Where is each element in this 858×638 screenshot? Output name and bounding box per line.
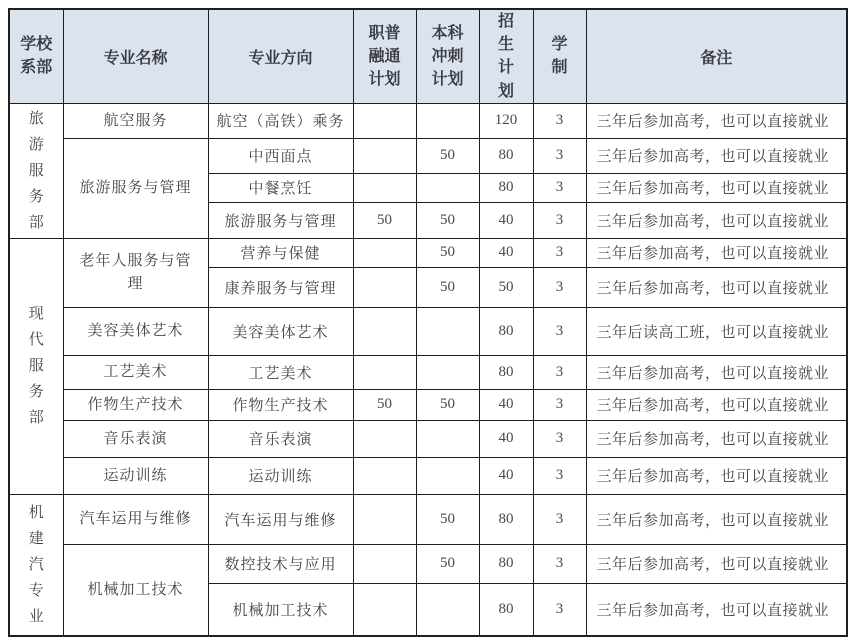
enrollment-cell: 40 [479, 420, 533, 457]
table-row [9, 355, 847, 389]
years-cell: 3 [533, 420, 586, 457]
undergrad-plan-cell [416, 307, 479, 355]
undergrad-plan-cell: 50 [416, 238, 479, 267]
remark-cell: 三年后参加高考，也可以直接就业 [586, 202, 847, 238]
years-cell: 3 [533, 389, 586, 420]
undergrad-plan-cell [416, 355, 479, 389]
vocational-plan-cell: 50 [353, 389, 416, 420]
undergrad-plan-cell: 50 [416, 138, 479, 173]
years-cell: 3 [533, 494, 586, 544]
vocational-plan-cell [353, 355, 416, 389]
direction-cell: 康养服务与管理 [208, 267, 353, 307]
vocational-plan-cell [353, 138, 416, 173]
header-row [9, 9, 847, 103]
table-row [9, 138, 847, 173]
dept-cell-modern-services: 现代服务部 [9, 238, 63, 494]
table-row [9, 544, 847, 583]
vocational-plan-cell [353, 307, 416, 355]
undergrad-plan-cell [416, 457, 479, 494]
header-vocational-general-plan: 职普融通计划 [353, 9, 416, 103]
remark-cell: 三年后读高工班，也可以直接就业 [586, 307, 847, 355]
major-cell: 工艺美术 [63, 355, 208, 389]
major-cell: 美容美体艺术 [63, 307, 208, 355]
header-remarks: 备注 [586, 9, 847, 103]
remark-cell: 三年后参加高考，也可以直接就业 [586, 103, 847, 138]
undergrad-plan-cell: 50 [416, 494, 479, 544]
direction-cell: 音乐表演 [208, 420, 353, 457]
vocational-plan-cell [353, 173, 416, 202]
direction-cell: 航空（高铁）乘务 [208, 103, 353, 138]
table-row [9, 389, 847, 420]
remark-cell: 三年后参加高考，也可以直接就业 [586, 267, 847, 307]
vocational-plan-cell [353, 103, 416, 138]
undergrad-plan-cell: 50 [416, 267, 479, 307]
years-cell: 3 [533, 173, 586, 202]
header-schooling-years: 学制 [533, 9, 586, 103]
vocational-plan-cell [353, 494, 416, 544]
header-enrollment-plan: 招生计划 [479, 9, 533, 103]
enrollment-cell: 80 [479, 544, 533, 583]
years-cell: 3 [533, 307, 586, 355]
direction-cell: 旅游服务与管理 [208, 202, 353, 238]
table-row [9, 494, 847, 544]
direction-cell: 中西面点 [208, 138, 353, 173]
remark-cell: 三年后参加高考，也可以直接就业 [586, 138, 847, 173]
vocational-plan-cell [353, 238, 416, 267]
years-cell: 3 [533, 267, 586, 307]
major-cell: 运动训练 [63, 457, 208, 494]
header-major-name: 专业名称 [63, 9, 208, 103]
major-cell: 作物生产技术 [63, 389, 208, 420]
remark-cell: 三年后参加高考，也可以直接就业 [586, 173, 847, 202]
remark-cell: 三年后参加高考，也可以直接就业 [586, 457, 847, 494]
vocational-plan-cell [353, 267, 416, 307]
years-cell: 3 [533, 457, 586, 494]
years-cell: 3 [533, 583, 586, 636]
undergrad-plan-cell: 50 [416, 544, 479, 583]
direction-cell: 营养与保健 [208, 238, 353, 267]
direction-cell: 中餐烹饪 [208, 173, 353, 202]
direction-cell: 机械加工技术 [208, 583, 353, 636]
undergrad-plan-cell: 50 [416, 389, 479, 420]
years-cell: 3 [533, 202, 586, 238]
years-cell: 3 [533, 355, 586, 389]
enrollment-cell: 80 [479, 583, 533, 636]
vocational-plan-cell [353, 544, 416, 583]
remark-cell: 三年后参加高考，也可以直接就业 [586, 420, 847, 457]
direction-cell: 作物生产技术 [208, 389, 353, 420]
table-row [9, 457, 847, 494]
direction-cell: 美容美体艺术 [208, 307, 353, 355]
enrollment-cell: 40 [479, 457, 533, 494]
remark-cell: 三年后参加高考，也可以直接就业 [586, 389, 847, 420]
undergrad-plan-cell [416, 173, 479, 202]
enrollment-cell: 80 [479, 494, 533, 544]
direction-cell: 运动训练 [208, 457, 353, 494]
enrollment-cell: 80 [479, 307, 533, 355]
direction-cell: 汽车运用与维修 [208, 494, 353, 544]
enrollment-cell: 80 [479, 173, 533, 202]
undergrad-plan-cell [416, 420, 479, 457]
enrollment-cell: 50 [479, 267, 533, 307]
years-cell: 3 [533, 544, 586, 583]
years-cell: 3 [533, 138, 586, 173]
enrollment-cell: 80 [479, 355, 533, 389]
vocational-plan-cell [353, 420, 416, 457]
table-row [9, 420, 847, 457]
remark-cell: 三年后参加高考，也可以直接就业 [586, 238, 847, 267]
remark-cell: 三年后参加高考，也可以直接就业 [586, 494, 847, 544]
major-cell: 航空服务 [63, 103, 208, 138]
direction-cell: 工艺美术 [208, 355, 353, 389]
years-cell: 3 [533, 103, 586, 138]
enrollment-plan-table [8, 8, 848, 637]
remark-cell: 三年后参加高考，也可以直接就业 [586, 544, 847, 583]
dept-cell-tourism: 旅游服务部 [9, 103, 63, 238]
years-cell: 3 [533, 238, 586, 267]
enrollment-cell: 80 [479, 138, 533, 173]
enrollment-cell: 120 [479, 103, 533, 138]
remark-cell: 三年后参加高考，也可以直接就业 [586, 583, 847, 636]
major-cell: 旅游服务与管理 [63, 138, 208, 238]
table-row [9, 307, 847, 355]
enrollment-cell: 40 [479, 389, 533, 420]
enrollment-cell: 40 [479, 202, 533, 238]
major-cell: 机械加工技术 [63, 544, 208, 636]
vocational-plan-cell: 50 [353, 202, 416, 238]
header-major-direction: 专业方向 [208, 9, 353, 103]
table-row [9, 238, 847, 267]
direction-cell: 数控技术与应用 [208, 544, 353, 583]
header-department: 学校系部 [9, 9, 63, 103]
vocational-plan-cell [353, 583, 416, 636]
major-cell: 老年人服务与管理 [63, 238, 208, 307]
major-cell: 汽车运用与维修 [63, 494, 208, 544]
undergrad-plan-cell: 50 [416, 202, 479, 238]
undergrad-plan-cell [416, 103, 479, 138]
undergrad-plan-cell [416, 583, 479, 636]
table-row [9, 103, 847, 138]
dept-cell-mechanical: 机建汽专业 [9, 494, 63, 636]
vocational-plan-cell [353, 457, 416, 494]
enrollment-cell: 40 [479, 238, 533, 267]
major-cell: 音乐表演 [63, 420, 208, 457]
header-undergrad-sprint-plan: 本科冲刺计划 [416, 9, 479, 103]
remark-cell: 三年后参加高考，也可以直接就业 [586, 355, 847, 389]
